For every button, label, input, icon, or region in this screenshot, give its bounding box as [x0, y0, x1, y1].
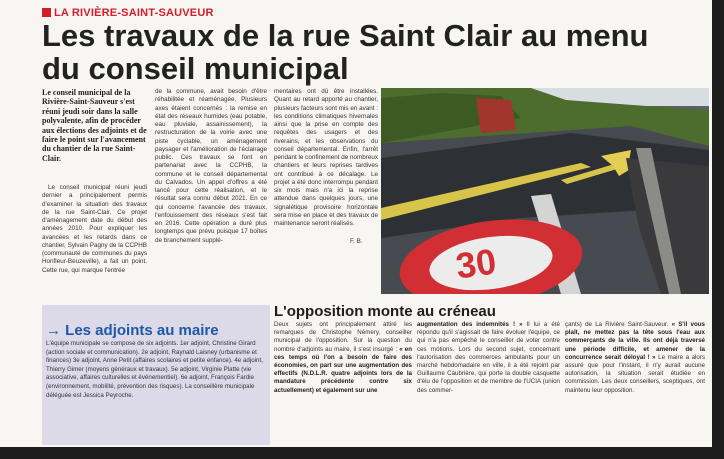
rubric-square [42, 8, 51, 17]
opposition-col1-text: Deux sujets ont principalement attiré les remarques de Christophe Némery, conseiller municipal de l'opposition. Sur la question du nombre d'adjoints au maire, il s'est insurgé : [274, 321, 412, 353]
opposition-column-2 [417, 321, 560, 395]
author-signature: F. B. [350, 238, 363, 245]
opposition-col3-intro: çants) de La Rivière Saint-Sauveur. [565, 321, 672, 328]
sidebar-title-text: Les adjoints au maire [65, 322, 219, 339]
opposition-column-1 [274, 321, 412, 395]
road-photo-illustration [381, 88, 709, 294]
sidebar-text: L'équipe municipale se compose de six adjoints. 1er adjoint, Christine Girard (action sociale et communication). 2e adjoint, Raynald Laisney (urbanisme et finances) 3e adjoint, Anne Petit (affaires scolaires et petite enfance). 4e adjoint, Thierry Gimer (moyens généraux et travaux). 5e adjoint, Virginie Platte (vie associative, affaires culturelles et événementiel). 6e adjoint, François Fardie (environnement, mobilité, prévention des risques). La conseillère municipale déléguée est Jessica Peyroche. [46, 340, 263, 399]
opposition-col3-text: Le maire a alors assuré que pour l'instant, il n'y aurait aucune autorisation, la situation serait étudiée en commission. Les deux conseillers, sceptiques, ont maintenu leur opposition. [565, 353, 705, 394]
rubric-label: LA RIVIÈRE-SAINT-SAUVEUR [54, 7, 214, 19]
article-body-column-3: mentaires ont dû être installées. Quant au retard apporté au chantier, plusieurs facteurs sont mis en avant : les conditions climatiques hivernales ainsi que la prise en compte des requêtes des usagers et des riverains, et les observations du conseil départemental. Enfin, l'arrêt pendant le confinement de nombreux chantiers et leurs reprises tardives ont contribué à ce décalage. Le projet a été donc interrompu pendant six mois mais n'a ici la reprise attendue dans quelques jours, une signalétique provisoire horizontale sera mise en place et des travaux de maintenance seront réalisés. [274, 88, 378, 227]
opposition-col3-quote: « S'il vous plaît, ne mettez pas la tête sous l'eau aux commerçants de la ville. Ils ont déjà traversé une période difficile, et amener de la concurrence serait déloyal ! » [565, 321, 705, 361]
sidebar-title [46, 322, 219, 339]
opposition-col1-quote: « en ces temps où l'on a besoin de faire des économies, on part sur une augmentation des effectifs (N.D.L.R. quatre adjoints lors de la mandature précédente contre six actuellement) et également sur une [274, 345, 412, 394]
article-body-column-2: de la commune, avait besoin d'être réhabilitée et réaménagée. Plusieurs axes étaient concernés : la remise en état des réseaux humides (eau potable, eau pluviale, assainissement), la restructuration de la voirie avec une piste cyclable, un aménagement paysager et l'amélioration de l'éclairage public. Ces travaux se font en partenariat avec la CCPHB, la commune et le conseil départemental du Calvados. Un appel d'offres a été lancé pour cette réalisation, et le résultat sera connu début 2021. En ce qui concerne l'avancée des travaux, l'enfouissement des réseaux s'est fait en 2016. Cette opération a duré plus longtemps que prévu puisque 17 boîtes de branchement supplé- [155, 88, 267, 244]
opposition-column-3 [565, 321, 705, 395]
road-works-photo [381, 88, 709, 294]
article-headline: Les travaux de la rue Saint Clair au menu du conseil municipal [42, 18, 649, 86]
article-lead: Le conseil municipal de la Rivière-Saint-Sauveur s'est réuni jeudi soir dans la salle polyvalente, afin de procéder aux élections des adjoints et de faire le point sur l'avancement du chantier de la rue Saint-Clair. [42, 88, 147, 163]
arrow-icon: → [46, 322, 61, 339]
article-body-column-1: Le conseil municipal réuni jeudi dernier a principalement permis d'examiner la situation des travaux de la rue Saint-Clair. Ce projet d'aménagement date du début des années 2010. Pour expliquer les avancées et les retards dans ce chantier, Sylvain Pagny de la CCPHB (communauté de communes du pays Honfleur-Beuzeville), a fait un point. Cette rue, qui marque l'entrée [42, 184, 147, 274]
opposition-title: L'opposition monte au créneau [274, 303, 496, 320]
opposition-col2-quote: augmentation des indemnités ! » [417, 321, 523, 328]
opposition-col2-text: Il lui a été répondu qu'il s'agissait de faire évoluer l'équipe, ce qui n'a pas empêché le conseiller de voter contre ces motions. Lors du second sujet, concernant l'autorisation des commerces ambulants pour un marché hebdomadaire en ville, il a été rejoint par Guillaume Caubrière, qui porte la double casquette d'élu de l'opposition et de membre de l'UCIA (union des commer- [417, 321, 560, 394]
speed-limit-marking: 30 [453, 240, 499, 287]
